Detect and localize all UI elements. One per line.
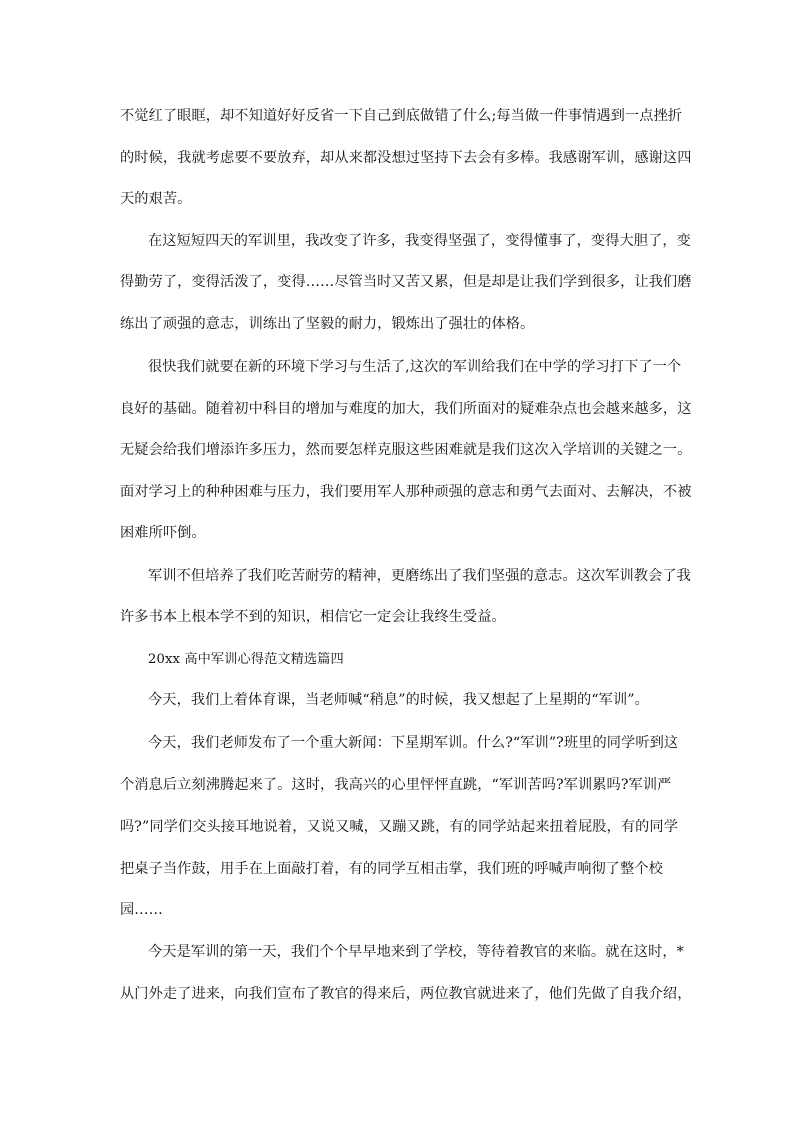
paragraph-line: 今天是军训的第一天，我们个个早早地来到了学校，等待着教官的来临。就在这时，* — [148, 944, 684, 960]
paragraph-line: 今天，我们老师发布了一个重大新闻：下星期军训。什么?“军训”?班里的同学听到这 — [148, 735, 679, 751]
paragraph-line: 练出了顽强的意志，训练出了坚毅的耐力，锻炼出了强壮的体格。 — [120, 316, 535, 332]
paragraph-line: 很快我们就要在新的环境下学习与生活了,这次的军训给我们在中学的学习打下了一个 — [148, 359, 682, 375]
section-heading: 20xx 高中军训心得范文精选篇四 — [148, 652, 344, 667]
paragraph-line: 得勤劳了，变得活泼了，变得……尽管当时又苦又累，但是却是让我们学到很多，让我们磨 — [120, 274, 692, 290]
paragraph-line: 今天，我们上着体育课，当老师喊“稍息”的时候，我又想起了上星期的“军训”。 — [148, 692, 649, 708]
paragraph-line: 无疑会给我们增添许多压力，然而要怎样克服这些困难就是我们这次入学培训的关键之一。 — [120, 442, 692, 458]
paragraph-line: 许多书本上根本学不到的知识，相信它一定会让我终生受益。 — [120, 609, 506, 625]
paragraph-line: 天的艰苦。 — [120, 191, 192, 207]
paragraph-line: 在这短短四天的军训里，我改变了许多，我变得坚强了，变得懂事了，变得大胆了，变 — [148, 233, 691, 249]
paragraph-line: 个消息后立刻沸腾起来了。这时，我高兴的心里怦怦直跳，“军训苦吗?军训累吗?军训严 — [120, 777, 672, 793]
paragraph-line: 面对学习上的种种困难与压力，我们要用军人那种顽强的意志和勇气去面对、去解决，不被 — [120, 484, 692, 500]
paragraph-line: 不觉红了眼眶，却不知道好好反省一下自己到底做错了什么;每当做一件事情遇到一点挫折 — [120, 108, 683, 124]
paragraph-line: 良好的基础。随着初中科目的增加与难度的加大，我们所面对的疑难杂点也会越来越多，这 — [120, 401, 692, 417]
paragraph-line: 困难所吓倒。 — [120, 525, 206, 541]
paragraph-line: 吗?”同学们交头接耳地说着，又说又喊，又蹦又跳，有的同学站起来扭着屁股，有的同学 — [120, 819, 678, 835]
paragraph-line: 军训不但培养了我们吃苦耐劳的精神，更磨练出了我们坚强的意志。这次军训教会了我 — [148, 568, 691, 584]
paragraph-line: 的时候，我就考虑要不要放弃，却从来都没想过坚持下去会有多棒。我感谢军训，感谢这四 — [120, 150, 692, 166]
paragraph-line: 把桌子当作鼓，用手在上面敲打着，有的同学互相击掌，我们班的呼喊声响彻了整个校 — [120, 861, 663, 877]
paragraph-line: 园…… — [120, 902, 163, 918]
paragraph-line: 从门外走了进来，向我们宣布了教官的得来后，两位教官就进来了，他们先做了自我介绍， — [120, 986, 692, 1002]
